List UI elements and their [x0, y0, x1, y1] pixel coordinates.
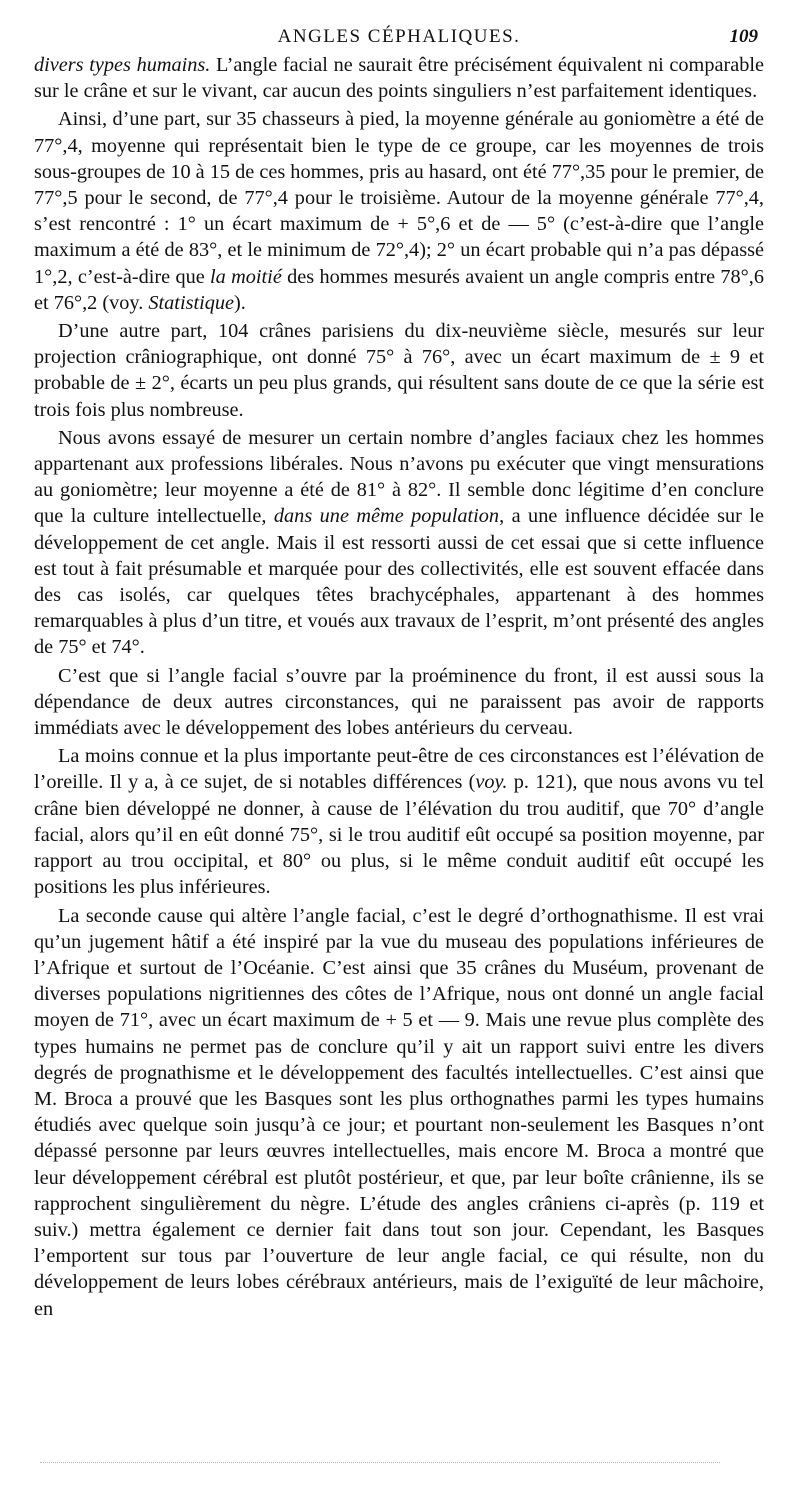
paragraph	[34, 52, 764, 104]
paragraph	[34, 743, 764, 900]
footer-rule	[40, 1462, 720, 1463]
paragraph	[34, 663, 764, 742]
running-header	[34, 22, 764, 52]
italic-text: dans une même population	[273, 505, 500, 528]
page-number: 109	[729, 26, 758, 47]
text-run: L’angle facial ne saurait être précisément équivalent ni comparable sur le crâne et sur le vivant, car aucun des points singuliers n’est parfaitement identiques.	[34, 54, 764, 103]
paragraph	[34, 318, 764, 423]
text-run: des hommes mesurés avaient un angle compris entre 78°,6 et 76°,2 (voy.	[34, 265, 764, 314]
italic-text: Statistique	[148, 291, 235, 314]
text-run: La moins connue et la plus importante peut-être de ces circonstances est l’élévation de l’oreille. Il y a, à ce sujet, de si notables différences (	[34, 745, 764, 794]
text-run: Ainsi, d’une part, sur 35 chasseurs à pied, la moyenne générale au goniomètre a été de 77°,4, moyenne qui représentait bien le type de ce groupe, car les moyennes de trois sous-groupes de 10 à 15 de ces hommes, pris au hasard, ont été 77°,35 pour le premier, de 77°,5 pour le second, de 77°,4 pour le troisième. Autour de la moyenne générale 77°,4, s’est rencontré : 1° un écart maximum de + 5°,6 et de — 5° (c’est-à-dire que l’angle maximum a été de 83°, et le minimum de 72°,4); 2° un écart probable qui n’a pas dépassé 1°,2, c’est-à-dire que	[34, 108, 764, 288]
running-title: ANGLES CÉPHALIQUES.	[277, 26, 521, 47]
italic-text: voy.	[475, 771, 508, 794]
text-run: La seconde cause qui altère l’angle facial, c’est le degré d’orthognathisme. Il est vrai qu’un jugement hâtif a été inspiré par la vue du museau des populations inférieures de l’Afrique et surtout de l’Océanie. C’est ainsi que 35 crânes du Muséum, provenant de diverses populations nigritiennes des côtes de l’Afrique, nous ont donné un angle facial moyen de 71°, avec un écart maximum de + 5 et — 9. Mais une revue plus complète des types humains ne permet pas de conclure qu’il y ait un rapport suivi entre les divers degrés de prognathisme et le développement des facultés intellectuelles. C’est ainsi que M. Broca a prouvé que les Basques sont les plus orthognathes parmi les types humains étudiés avec quelque soin jusqu’à ce jour; et pourtant non-seulement les Basques n’ont dépassé personne par leurs œuvres intellectuelles, mais encore M. Broca a montré que leur développement cérébral est plutôt postérieur, et que, par leur boîte crânienne, ils se rapprochent singulièrement du nègre. L’étude des angles crâniens ci-après (p. 119 et suiv.) mettra également ce dernier fait dans tout son jour. Cependant, les Basques l’emportent sur tous par l’ouverture de leur angle facial, ce qui résulte, non du développement de leurs lobes cérébraux antérieurs, mais de l’exiguïté de leur mâchoire, en	[34, 904, 764, 1320]
text-run: Nous avons essayé de mesurer un certain nombre d’angles faciaux chez les hommes appartenant aux professions libérales. Nous n’avons pu exécuter que vingt mensurations au goniomètre; leur moyenne a été de 81° à 82°. Il semble donc légitime d’en conclure que la culture intellectuelle,	[34, 426, 764, 528]
body-text	[34, 52, 764, 1322]
paragraph	[34, 106, 764, 316]
italic-text: la moitié	[210, 265, 282, 288]
paragraph	[34, 425, 764, 661]
text-run: ).	[234, 291, 246, 314]
text-run: p. 121), que nous avons vu tel crâne bien développé ne donner, à cause de l’élévation du trou auditif, que 70° d’angle facial, alors qu’il en eût donné 75°, si le trou auditif eût occupé sa position moyenne, par rapport au trou occipital, et 80° ou plus, si le même conduit auditif eût occupé les positions les plus inférieures.	[34, 771, 764, 899]
paragraph	[34, 903, 764, 1322]
text-run: C’est que si l’angle facial s’ouvre par la proéminence du front, il est aussi sous la dépendance de deux autres circonstances, qui ne paraissent pas avoir de rapports immédiats avec le développement des lobes antérieurs du cerveau.	[34, 664, 764, 740]
text-run: , a une influence décidée sur le développement de cet angle. Mais il est ressorti aussi de cet essai que si cette influence est tout à fait présumable et marquée pour des collectivités, elle est souvent effacée dans des cas isolés, car quelques têtes brachycéphales, appartenant à des hommes remarquables à plus d’un titre, et voués aux travaux de l’esprit, m’ont présenté des angles de 75° et 74°.	[34, 505, 764, 659]
book-page	[34, 22, 764, 1324]
italic-text: divers types humains.	[34, 54, 211, 76]
text-run: D’une autre part, 104 crânes parisiens du dix-neuvième siècle, mesurés sur leur projection crâniographique, ont donné 75° à 76°, avec un écart maximum de ± 9 et probable de ± 2°, écarts un peu plus grands, qui résultent sans doute de ce que la série est trois fois plus nombreuse.	[34, 320, 764, 421]
